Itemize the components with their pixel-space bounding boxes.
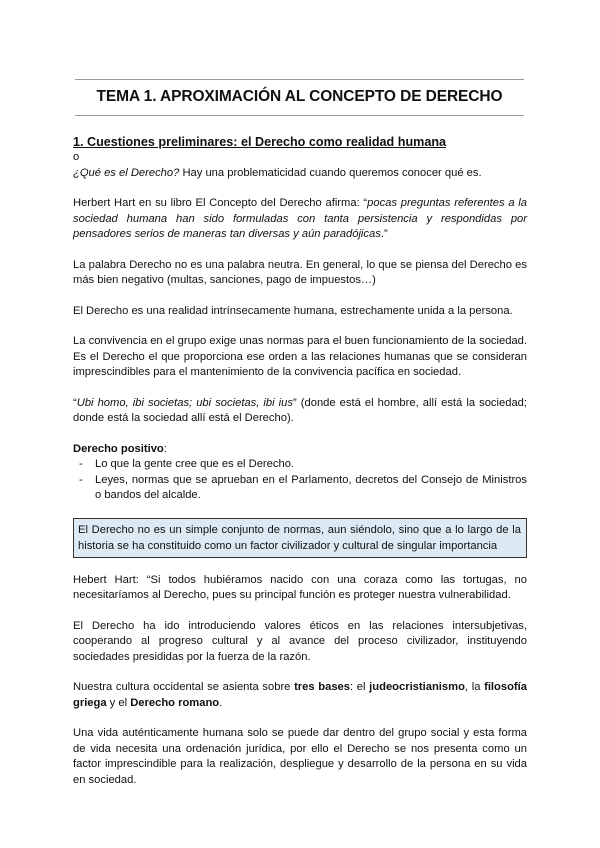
hart-quote: pocas preguntas referentes a la sociedad humana han sido formuladas con tanta persistencia y respondidas por pensadores serios de maneras tan diversas y aún paradójicas xyxy=(73,197,527,240)
vida-paragraph: Una vida auténticamente humana solo se puede dar dentro del grupo social y esta forma de vida necesita una ordenación jurídica, por ello el Derecho se nos presenta como un factor imprescindible para la realización, despliegue y desarrollo de la persona en su vida en sociedad. xyxy=(73,727,527,786)
ubi-rest: ” (donde está el hombre, allí está la sociedad; donde está la sociedad allí está el Derecho). xyxy=(73,396,527,424)
valores-paragraph: El Derecho ha ido introduciendo valores éticos en las relaciones intersubjetivas, cooperando al progreso cultural y al avance del proceso civilizador, instituyendo sociedades presididas por la fuerza de la razón. xyxy=(73,619,527,663)
ubi-quote: Ubi homo, ibi societas; ubi societas, ibi ius xyxy=(76,396,293,409)
hart-lead: Herbert Hart en su libro El Concepto del Derecho afirma: “ xyxy=(73,197,368,209)
ubi-paragraph xyxy=(73,396,527,427)
bases-paragraph xyxy=(73,680,527,711)
question-paragraph xyxy=(73,166,527,182)
positivo-heading xyxy=(73,442,527,458)
bases-bold: Derecho romano xyxy=(130,696,220,709)
reality-paragraph: El Derecho es una realidad intrínsecamente humana, estrechamente unida a la persona. xyxy=(73,304,513,317)
bases-bold: tres bases xyxy=(294,681,350,693)
bases-bold: filosofía griega xyxy=(73,681,527,709)
ubi-lead: “ xyxy=(73,396,77,409)
section-heading: 1. Cuestiones preliminares: el Derecho como realidad humana xyxy=(73,135,447,149)
bases-text: y el xyxy=(106,696,131,709)
bases-bold: judeocristianismo xyxy=(369,681,465,693)
question-italic: ¿Qué es el Derecho? xyxy=(73,166,180,179)
positivo-colon: : xyxy=(163,442,167,455)
positivo-list xyxy=(73,457,527,504)
bases-text: Nuestra cultura occidental se asienta sobre xyxy=(73,681,295,693)
convivencia-paragraph: La convivencia en el grupo exige unas normas para el buen funcionamiento de la sociedad. Es el Derecho el que proporciona ese orden a las relaciones humanas que se consideran imprescindibles para el mantenimiento de la convivencia pacífica en sociedad. xyxy=(73,335,527,378)
list-item: - Leyes, normas que se aprueban en el Parlamento, decretos del Consejo de Ministros o bandos del alcalde. xyxy=(73,473,527,504)
top-rule xyxy=(75,79,524,80)
positivo-label: Derecho positivo xyxy=(73,442,164,455)
bases-text: . xyxy=(219,696,223,709)
document-body xyxy=(73,134,527,788)
hart-paragraph xyxy=(73,196,527,243)
highlight-box: El Derecho no es un simple conjunto de normas, aun siéndolo, sino que a lo largo de la historia se ha constituido como un factor civilizador y cultural de singular importancia xyxy=(73,518,527,558)
neutral-paragraph: La palabra Derecho no es una palabra neutra. En general, lo que se piensa del Derecho es más bien negativo (multas, sanciones, pago de impuestos…) xyxy=(73,258,527,286)
list-item: - Lo que la gente cree que es el Derecho. xyxy=(73,457,527,473)
bases-text: , la xyxy=(464,681,485,693)
bases-text: : el xyxy=(350,681,370,693)
title-bottom-rule xyxy=(75,115,524,116)
hart-tail: .” xyxy=(380,228,388,240)
page-title: TEMA 1. APROXIMACIÓN AL CONCEPTO DE DERECHO xyxy=(96,88,503,105)
question-rest: Hay una problematicidad cuando queremos conocer qué es. xyxy=(179,166,482,179)
o-marker: o xyxy=(73,151,80,163)
tortugas-paragraph: Hebert Hart: “Si todos hubiéramos nacido con una coraza como las tortugas, no necesitaríamos al Derecho, pues su principal función es proteger nuestra vulnerabilidad. xyxy=(73,573,527,601)
